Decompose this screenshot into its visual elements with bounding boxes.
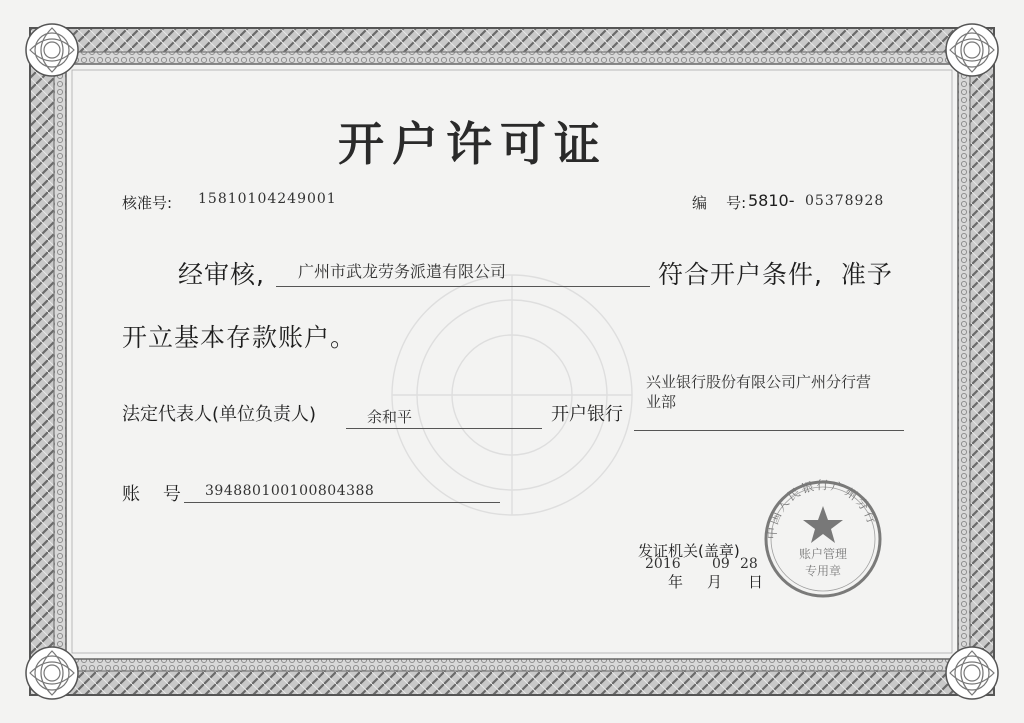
approval-no-value: 15810104249001 bbox=[198, 191, 337, 207]
legal-rep-value: 余和平 bbox=[367, 408, 413, 426]
company-underline bbox=[276, 286, 650, 287]
bank-label: 开户银行 bbox=[551, 404, 623, 425]
svg-text:账户管理: 账户管理 bbox=[798, 547, 848, 561]
account-label: 账 号 bbox=[122, 484, 181, 505]
account-underline bbox=[184, 502, 500, 503]
approval-text-line2: 开立基本存款账户。 bbox=[122, 323, 357, 352]
serial-no-label: 编 号: bbox=[692, 194, 747, 212]
account-number: 394880100100804388 bbox=[205, 483, 375, 499]
legal-rep-underline bbox=[346, 428, 542, 429]
date-day-label: 日 bbox=[748, 573, 764, 591]
approval-no-label: 核准号: bbox=[122, 194, 173, 212]
approval-text-prefix: 经审核, bbox=[178, 260, 265, 289]
date-month: 09 bbox=[712, 556, 730, 572]
serial-no-prefix: 5810- bbox=[748, 191, 795, 210]
page-title: 开户许可证 bbox=[338, 117, 608, 171]
legal-rep-label: 法定代表人(单位负责人) bbox=[122, 404, 317, 425]
serial-no-value: 05378928 bbox=[805, 193, 885, 209]
official-seal bbox=[760, 476, 886, 602]
date-day: 28 bbox=[740, 556, 758, 572]
date-year: 2016 bbox=[645, 556, 681, 572]
date-month-label: 月 bbox=[707, 573, 723, 591]
svg-text:中国人民银行广州分行: 中国人民银行广州分行 bbox=[764, 478, 880, 540]
approval-text-suffix: 符合开户条件, 准予 bbox=[658, 260, 893, 289]
date-year-label: 年 bbox=[668, 573, 684, 591]
bank-value-line2: 业部 bbox=[646, 393, 677, 411]
svg-text:专用章: 专用章 bbox=[804, 564, 842, 578]
issuer-label: 发证机关(盖章) bbox=[638, 542, 740, 560]
company-name: 广州市武龙劳务派遣有限公司 bbox=[298, 262, 507, 281]
bank-underline bbox=[634, 430, 904, 431]
bank-value-line1: 兴业银行股份有限公司广州分行营 bbox=[646, 373, 872, 391]
